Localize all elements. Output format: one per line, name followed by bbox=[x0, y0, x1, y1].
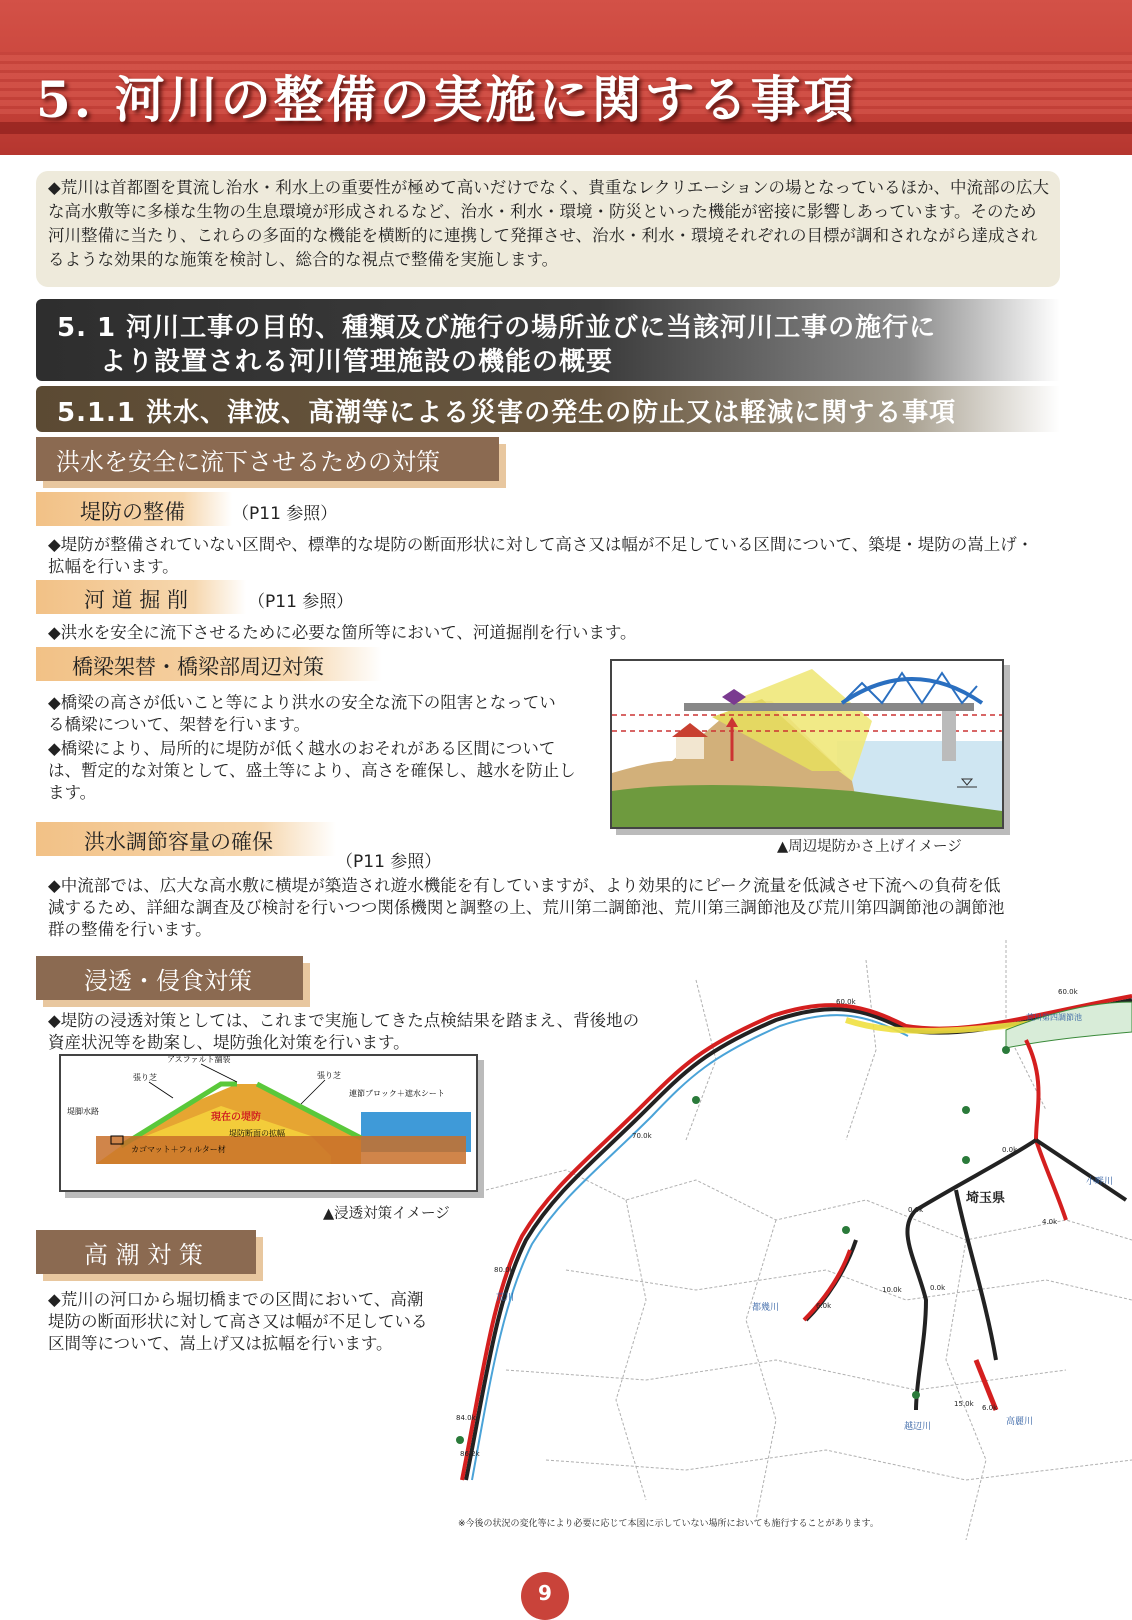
km-0a: 0.0k bbox=[1002, 1146, 1018, 1154]
km-70: 70.0k bbox=[632, 1132, 652, 1140]
map-label-korai: 高麗川 bbox=[1006, 1417, 1034, 1427]
fig-label-widen: 堤防断面の拡幅 bbox=[229, 1129, 285, 1138]
map-note: ※今後の状況の変化等により必要に応じて本図に示していない場所においても施行することがあります。 bbox=[458, 1519, 879, 1529]
km-60b: 60.0k bbox=[1058, 988, 1078, 996]
bridge-header bbox=[36, 647, 382, 681]
map-label-prefecture: 埼玉県 bbox=[966, 1191, 1006, 1206]
km-10: 10.0k bbox=[882, 1286, 902, 1294]
bridge-text-2: ◆橋梁により、局所的に堤防が低く越水のおそれがある区間については、暫定的な対策として、盛土等により、高さを確保し、越水を防止します。 bbox=[48, 739, 576, 802]
intro-text: ◆荒川は首都圏を貫流し治水・利水上の重要性が極めて高いだけでなく、貴重なレクリエーションの場となっているほか、中流部の広大な高水敷等に多様な生物の生息環境が形成されるなど、治水・利水・環境・防災といった機能が密接に影響しあっています。そのため河川整備に当たり、これらの多面的な機能を横断的に連携して発揮させ、治水・利水・環境それぞれの目標が調和されながら達成されるような効果的な施策を検討し、総合的な視点で整備を実施します。 bbox=[48, 178, 1050, 269]
section-5-1-title-line2: より設置される河川管理施設の機能の概要 bbox=[100, 347, 614, 377]
tide-header bbox=[36, 1230, 256, 1274]
seepage-caption: ▲浸透対策イメージ bbox=[323, 1206, 450, 1222]
km-4: 4.0k bbox=[1042, 1218, 1058, 1226]
seepage-header bbox=[36, 956, 303, 1000]
capacity-header-text: 洪水調節容量の確保 bbox=[84, 830, 273, 854]
dredge-header bbox=[36, 580, 246, 614]
fig-label-turf-right: 張り芝 bbox=[317, 1071, 341, 1080]
km-84: 84.0k bbox=[456, 1414, 476, 1422]
seepage-illustration bbox=[59, 1054, 478, 1192]
dredge-header-text: 河 道 掘 削 bbox=[84, 588, 189, 612]
fig-label-block: 連節ブロック＋遮水シート bbox=[349, 1089, 445, 1098]
tide-header-text: 高 潮 対 策 bbox=[84, 1241, 203, 1269]
map-label-reserve: 荒川第四調節池 bbox=[1026, 1013, 1082, 1022]
km-6b: 6.0k bbox=[982, 1404, 998, 1412]
flood-measures-header-text: 洪水を安全に流下させるための対策 bbox=[56, 448, 440, 476]
river-works-map bbox=[446, 940, 1132, 1540]
dredge-text: ◆洪水を安全に流下させるために必要な箇所等において、河道掘削を行います。 bbox=[48, 623, 637, 642]
fig-label-turf-left: 張り芝 bbox=[133, 1073, 157, 1082]
levee-text: ◆堤防が整備されていない区間や、標準的な堤防の断面形状に対して高さ又は幅が不足している区間について、築堤・堤防の嵩上げ・拡幅を行います。 bbox=[48, 535, 1034, 576]
fig-label-asphalt: アスファルト舗装 bbox=[167, 1056, 231, 1064]
fig-label-current: 現在の堤防 bbox=[211, 1112, 261, 1123]
page-number: 9 bbox=[521, 1572, 569, 1620]
levee-header bbox=[36, 492, 232, 526]
levee-header-text: 堤防の整備 bbox=[80, 500, 185, 524]
bridge-text-1: ◆橋梁の高さが低いこと等により洪水の安全な流下の阻害となっている橋梁について、架替を行います。 bbox=[48, 693, 556, 734]
capacity-ref: （P11 参照） bbox=[336, 852, 442, 872]
dredge-ref: （P11 参照） bbox=[248, 592, 354, 612]
map-label-tokigawa: 都幾川 bbox=[752, 1303, 780, 1313]
flood-measures-header bbox=[36, 437, 499, 481]
page-title: 5. 河川の整備の実施に関する事項 bbox=[36, 70, 857, 129]
levee-ref: （P11 参照） bbox=[232, 504, 338, 524]
tide-text: ◆荒川の河口から堀切橋までの区間において、高潮堤防の断面形状に対して高さ又は幅が不足している区間等について、嵩上げ又は拡幅を行います。 bbox=[48, 1290, 428, 1353]
km-80: 80.0k bbox=[494, 1266, 514, 1274]
bridge-illustration bbox=[610, 659, 1004, 829]
bridge-caption: ▲周辺堤防かさ上げイメージ bbox=[777, 839, 962, 855]
km-862: 86.2k bbox=[460, 1450, 480, 1458]
fig-label-mat: カゴマット＋フィルター材 bbox=[131, 1145, 226, 1154]
seepage-header-text: 浸透・侵食対策 bbox=[84, 967, 252, 995]
map-label-koshigaya: 越辺川 bbox=[904, 1422, 932, 1432]
map-label-oppegawa: 小畔川 bbox=[1086, 1177, 1114, 1187]
fig-label-drain: 堤脚水路 bbox=[67, 1107, 99, 1116]
capacity-text: ◆中流部では、広大な高水敷に横堤が築造され遊水機能を有していますが、より効果的にピーク流量を低減させ下流への負荷を低減するため、詳細な調査及び検討を行いつつ関係機関と調整の上、荒川第二調節池、荒川第三調節池及び荒川第四調節池の調節池群の整備を行います。 bbox=[48, 876, 1005, 939]
capacity-header bbox=[36, 822, 336, 856]
section-5-1-title-line1: 5. 1 河川工事の目的、種類及び施行の場所並びに当該河川工事の施行に bbox=[57, 313, 937, 343]
bridge-header-text: 橋梁架替・橋梁部周辺対策 bbox=[72, 655, 324, 679]
map-label-arakawa: 荒川 bbox=[496, 1293, 515, 1303]
km-60a: 60.0k bbox=[836, 998, 856, 1006]
section-5-1-1-title: 5.1.1 洪水、津波、高潮等による災害の発生の防止又は軽減に関する事項 bbox=[57, 398, 957, 428]
km-15: 15.0k bbox=[954, 1400, 974, 1408]
km-6a: 6.0k bbox=[816, 1302, 832, 1310]
seepage-text: ◆堤防の浸透対策としては、これまで実施してきた点検結果を踏まえ、背後地の資産状況等を勘案し、堤防強化対策を行います。 bbox=[48, 1011, 640, 1052]
km-0b: 0.0k bbox=[908, 1206, 924, 1214]
km-0c: 0.0k bbox=[930, 1284, 946, 1292]
